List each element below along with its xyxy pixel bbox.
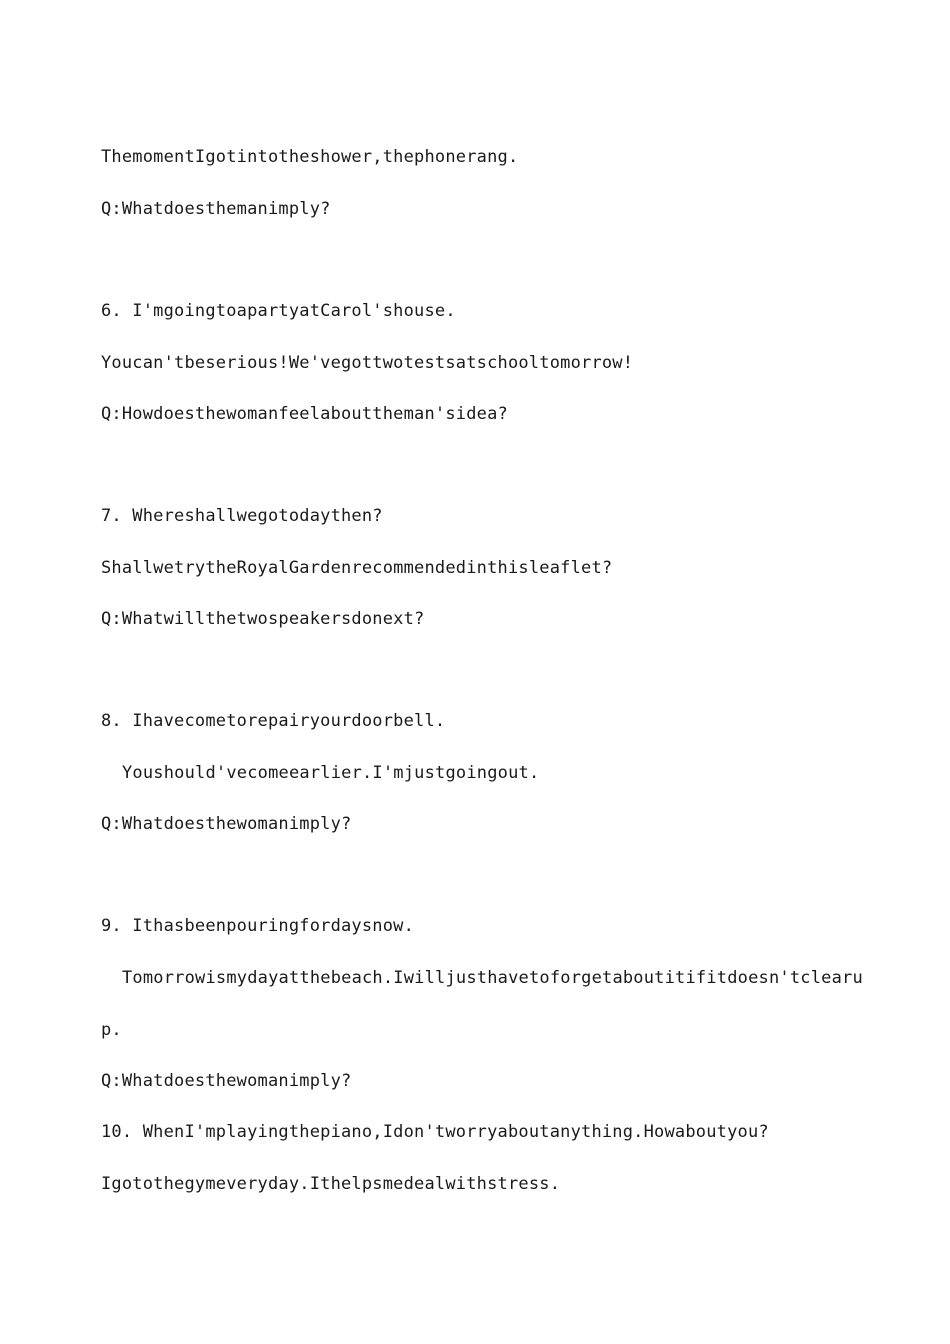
dialogue-line: ShallwetrytheRoyalGardenrecommendedinthisleaflet? <box>101 558 613 578</box>
dialogue-line: Youshould'vecomeearlier.I'mjustgoingout. <box>122 763 540 783</box>
item-7-line: 7. Whereshallwegotodaythen? <box>101 506 383 526</box>
dialogue-line-continuation: p. <box>101 1020 122 1040</box>
question-line: Q:Whatwillthetwospeakersdonext? <box>101 609 425 629</box>
dialogue-line: Igotothegymeveryday.Ithelpsmedealwithstress. <box>101 1174 561 1194</box>
dialogue-line: Tomorrowismydayatthebeach.Iwilljusthavetoforgetaboutitifitdoesn'tclearu <box>122 968 863 988</box>
item-8-line: 8. Ihavecometorepairyourdoorbell. <box>101 711 446 731</box>
dialogue-line: Youcan'tbeserious!We'vegottwotestsatschooltomorrow! <box>101 353 634 373</box>
dialogue-line: ThemomentIgotintotheshower,thephonerang. <box>101 147 519 167</box>
question-line: Q:Whatdoesthewomanimply? <box>101 1071 352 1091</box>
item-9-line: 9. Ithasbeenpouringfordaysnow. <box>101 916 415 936</box>
item-10-line: 10. WhenI'mplayingthepiano,Idon'tworryaboutanything.Howaboutyou? <box>101 1122 769 1142</box>
question-line: Q:Whatdoesthewomanimply? <box>101 814 352 834</box>
question-line: Q:Whatdoesthemanimply? <box>101 199 331 219</box>
question-line: Q:Howdoesthewomanfeelabouttheman'sidea? <box>101 404 508 424</box>
item-6-line: 6. I'mgoingtoapartyatCarol'shouse. <box>101 301 456 321</box>
